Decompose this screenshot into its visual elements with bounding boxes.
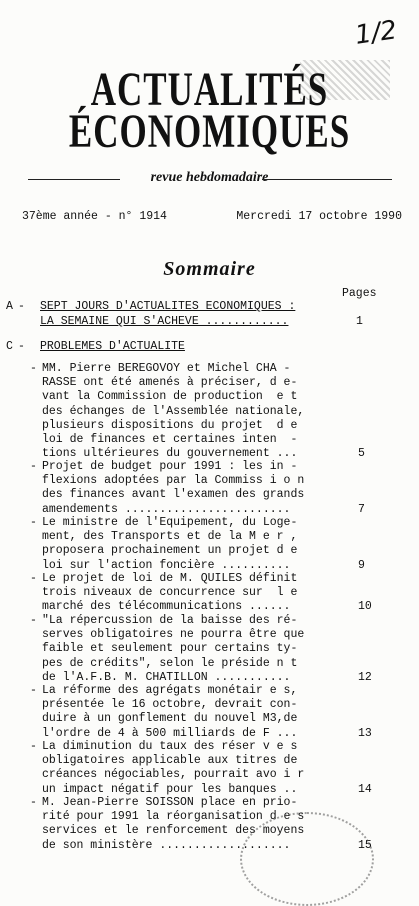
toc-item-line: - M. Jean-Pierre SOISSON place en prio- bbox=[42, 796, 338, 810]
masthead-line1: ACTUALITÉS bbox=[90, 63, 329, 116]
toc-item-line: serves obligatoires ne pourra être que bbox=[42, 628, 305, 642]
issue-date: Mercredi 17 octobre 1990 bbox=[236, 210, 402, 223]
toc-item-line: l'ordre de 4 à 500 milliards de F ... bbox=[42, 726, 298, 740]
toc-item-line: - Projet de budget pour 1991 : les in - bbox=[42, 460, 338, 474]
toc-item-line: marché des télécommunications ...... bbox=[42, 600, 291, 614]
toc-item-line: loi sur l'action foncière .......... bbox=[42, 558, 291, 572]
toc-item-line: pes de crédits", selon le préside n t bbox=[42, 656, 298, 670]
toc-item-page: 7 bbox=[358, 502, 365, 516]
handwritten-page-mark: 1/2 bbox=[353, 15, 399, 51]
toc-item bbox=[42, 614, 338, 685]
toc-item-line: des finances avant l'examen des grands bbox=[42, 488, 305, 502]
toc-item-line: de l'A.F.B. M. CHATILLON ........... bbox=[42, 670, 291, 684]
toc-item bbox=[42, 740, 338, 797]
toc-item-page: 10 bbox=[358, 600, 372, 614]
toc-item-line: - Le ministre de l'Equipement, du Loge- bbox=[42, 516, 338, 530]
toc-item-line: - La réforme des agrégats monétair e s, bbox=[42, 684, 338, 698]
toc-item bbox=[42, 572, 338, 615]
toc-item-line: des échanges de l'Assemblée nationale, bbox=[42, 404, 305, 418]
library-stamp bbox=[240, 812, 374, 906]
toc-item-line: flexions adoptées par la Commiss i o n bbox=[42, 474, 305, 488]
masthead-subtitle: revue hebdomadaire bbox=[150, 170, 269, 185]
toc-item-line: - MM. Pierre BEREGOVOY et Michel CHA - bbox=[42, 362, 338, 376]
sommaire-title: Sommaire bbox=[163, 258, 256, 280]
toc-item-line: trois niveaux de concurrence sur l e bbox=[42, 586, 298, 600]
toc-item-line: amendements ........................ bbox=[42, 502, 291, 516]
section-page: 1 bbox=[356, 315, 363, 328]
toc-item-page: 14 bbox=[358, 782, 372, 796]
toc-item-line: présentée le 16 octobre, devrait con- bbox=[42, 698, 298, 712]
toc-item-page: 5 bbox=[358, 447, 365, 461]
rule-right bbox=[262, 179, 392, 180]
toc-item-line: ment, des Transports et de la M e r , bbox=[42, 530, 298, 544]
toc-item bbox=[42, 460, 338, 517]
toc-item-line: de son ministère ................... bbox=[42, 838, 291, 852]
toc-item-line: un impact négatif pour les banques .. bbox=[42, 782, 298, 796]
toc-item-page: 15 bbox=[358, 838, 372, 852]
toc-item-line: duire à un gonflement du nouvel M3,de bbox=[42, 712, 298, 726]
section-title-line: LA SEMAINE QUI S'ACHEVE ............ bbox=[40, 315, 289, 328]
toc-item-line: - "La répercussion de la baisse des ré- bbox=[42, 614, 338, 628]
section-letter: C bbox=[6, 340, 13, 353]
toc-item bbox=[42, 516, 338, 573]
toc-item-line: obligatoires applicable aux titres de bbox=[42, 754, 298, 768]
toc-item-page: 13 bbox=[358, 726, 372, 740]
toc-item-line: rité pour 1991 la réorganisation d e s bbox=[42, 810, 305, 824]
toc-item bbox=[42, 684, 338, 741]
pages-header: Pages bbox=[342, 287, 377, 300]
section-letter: A bbox=[6, 300, 13, 313]
issue-number: 37ème année - n° 1914 bbox=[22, 210, 167, 223]
section-title-line: SEPT JOURS D'ACTUALITES ECONOMIQUES : bbox=[40, 300, 296, 313]
toc-item-line: tions ultérieures du gouvernement ... bbox=[42, 447, 298, 461]
toc-item bbox=[42, 362, 338, 461]
issue-meta bbox=[22, 210, 402, 223]
toc-item-page: 12 bbox=[358, 670, 372, 684]
toc-item-line: créances négociables, pourrait avo i r bbox=[42, 768, 305, 782]
toc-item-line: plusieurs dispositions du projet d e bbox=[42, 418, 298, 432]
toc-item-line: RASSE ont été amenés à préciser, d e- bbox=[42, 376, 298, 390]
toc-item-line: vant la Commission de production e t bbox=[42, 390, 298, 404]
toc-item-line: faible et seulement pour certains ty- bbox=[42, 642, 298, 656]
toc-item-line: loi de finances et certaines inten - bbox=[42, 433, 298, 447]
toc-item-line: - La diminution du taux des réser v e s bbox=[42, 740, 338, 754]
masthead-line2: ÉCONOMIQUES bbox=[68, 105, 351, 158]
toc-item-line: services et le renforcement des moyens bbox=[42, 824, 305, 838]
toc-item-line: proposera prochainement un projet d e bbox=[42, 544, 298, 558]
section-title-line: PROBLEMES D'ACTUALITE bbox=[40, 340, 185, 353]
toc-item-page: 9 bbox=[358, 558, 365, 572]
toc-item-line: - Le projet de loi de M. QUILES définit bbox=[42, 572, 338, 586]
